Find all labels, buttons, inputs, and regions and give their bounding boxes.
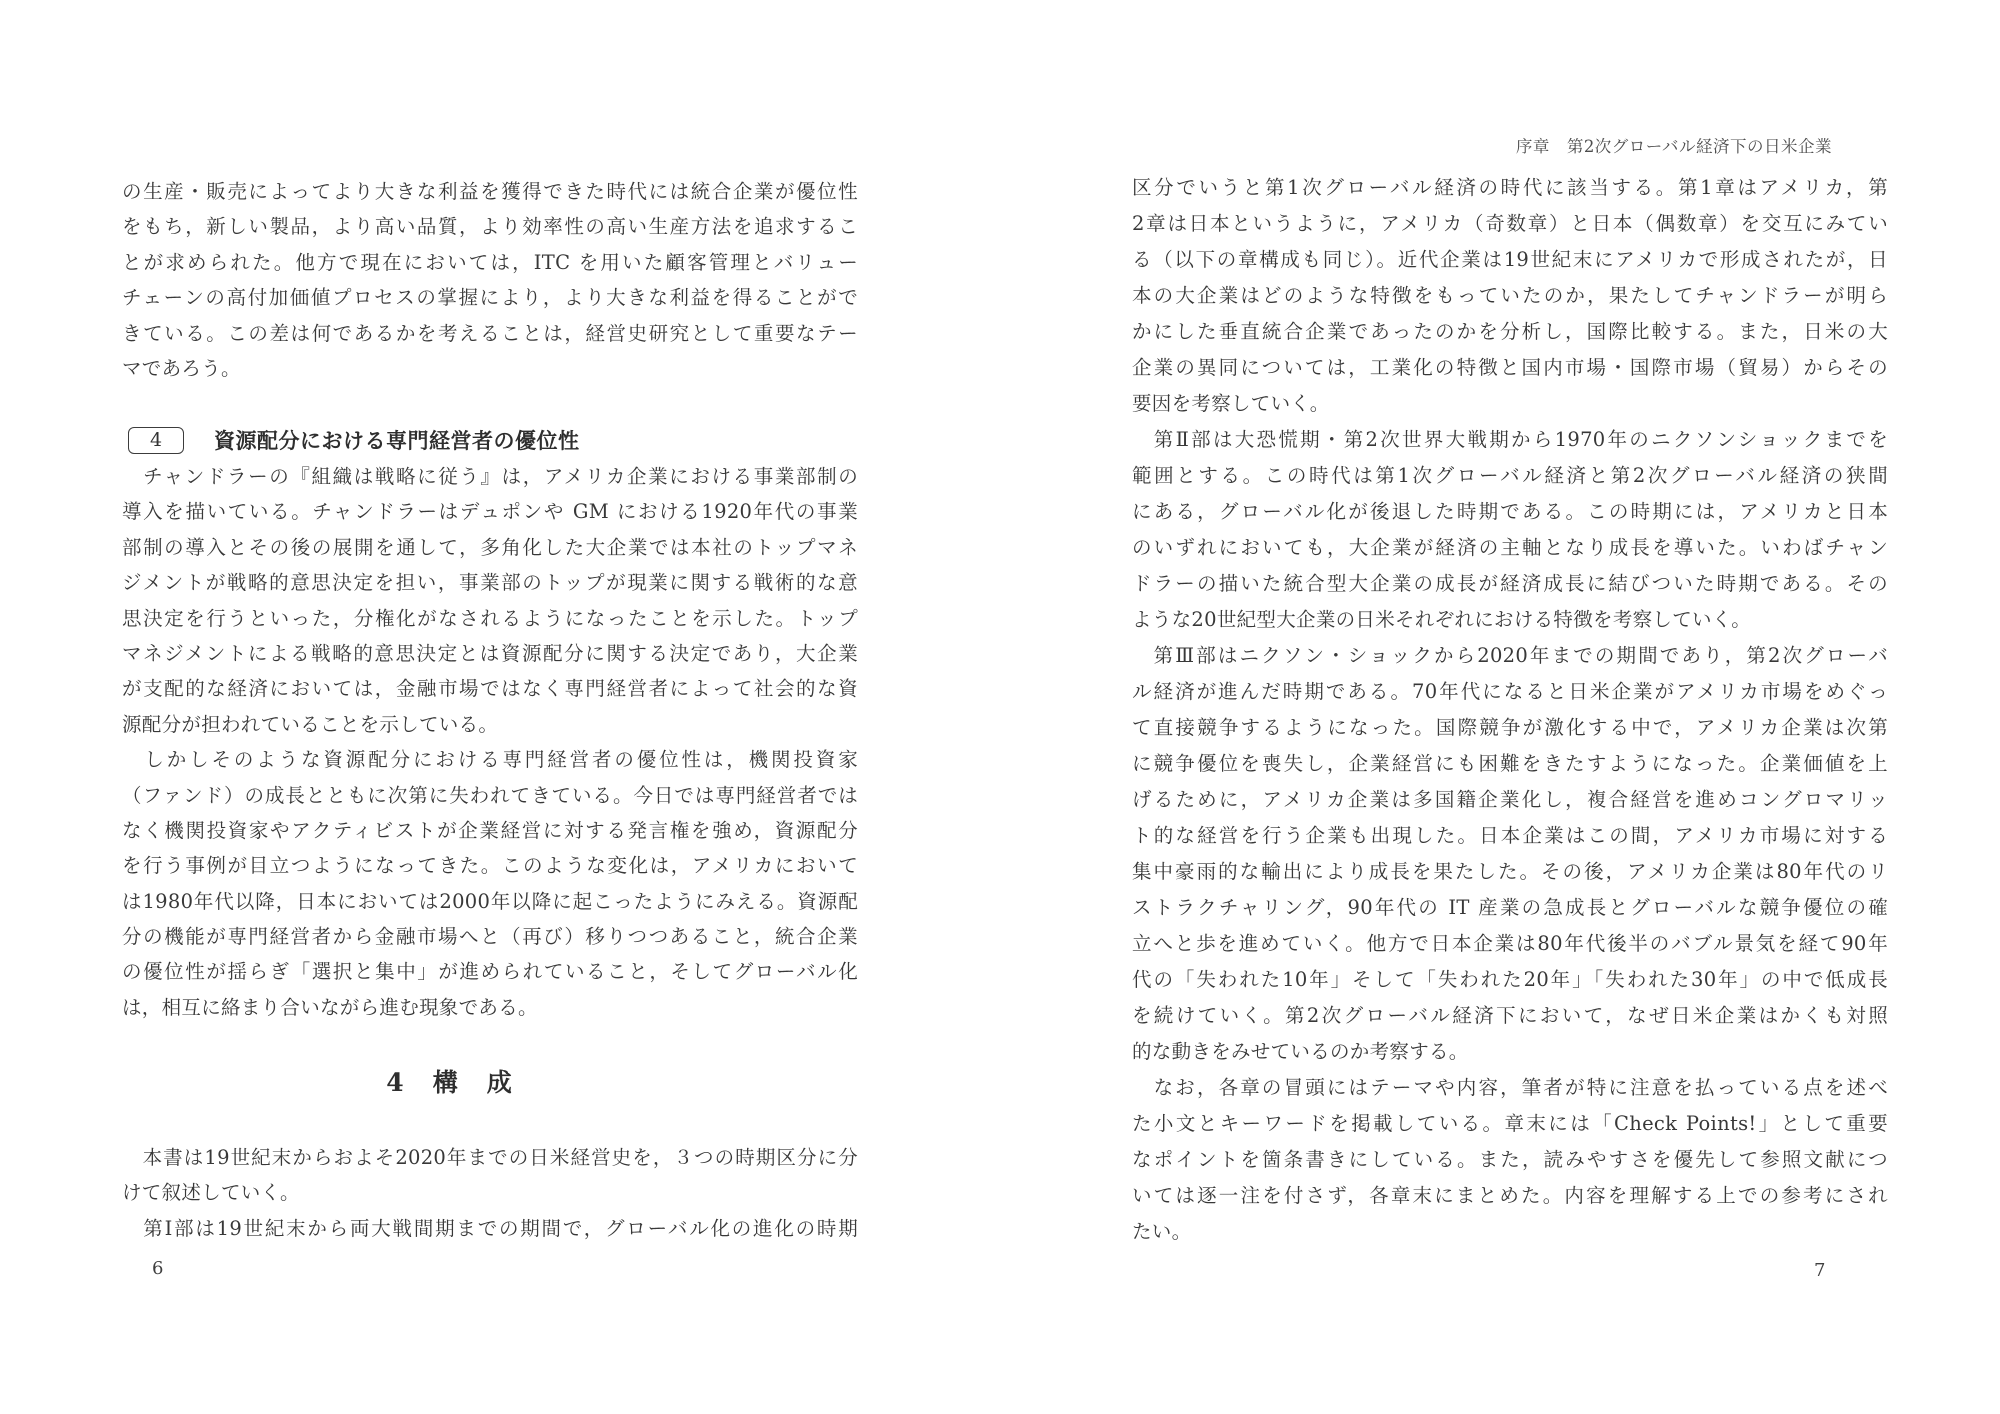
text-line: チェーンの高付加価値プロセスの掌握により，より大きな利益を得ることがで xyxy=(122,286,858,310)
numbered-heading-kousei: 4 構 成 xyxy=(386,1068,514,1097)
text-line: とが求められた。他方で現在においては，ITC を用いた顧客管理とバリュー xyxy=(122,250,858,274)
text-line: げるために，アメリカ企業は多国籍企業化し，複合経営を進めコングロマリッ xyxy=(1132,788,1888,811)
text-line: ストラクチャリング，90年代の IT 産業の急成長とグローバルな競争優位の確 xyxy=(1132,896,1888,919)
text-line: を行う事例が目立つようになってきた。このような変化は，アメリカにおいて xyxy=(122,854,858,878)
text-line: かにした垂直統合企業であったのかを分析し，国際比較する。また，日米の大 xyxy=(1132,320,1888,343)
text-line: る（以下の章構成も同じ）。近代企業は19世紀末にアメリカで形成されたが，日 xyxy=(1132,248,1888,271)
text-line: 2章は日本というように，アメリカ（奇数章）と日本（偶数章）を交互にみてい xyxy=(1132,212,1888,235)
left-closing-paragraphs xyxy=(122,1140,858,1246)
text-line: が支配的な経済においては，金融市場ではなく専門経営者によって社会的な資 xyxy=(122,677,858,701)
text-line: 立へと歩を進めていく。他方で日本企業は80年代後半のバブル景気を経て90年 xyxy=(1132,932,1888,955)
text-line: 集中豪雨的な輸出により成長を果たした。その後，アメリカ企業は80年代のリ xyxy=(1132,860,1888,883)
text-line: 範囲とする。この時代は第1次グローバル経済と第2次グローバル経済の狭間 xyxy=(1132,464,1888,487)
text-line: 思決定を行うといった，分権化がなされるようになったことを示した。トップ xyxy=(122,606,858,630)
text-line: なポイントを箇条書きにしている。また，読みやすさを優先して参照文献につ xyxy=(1132,1148,1888,1171)
text-line: 代の「失われた10年」そして「失われた20年」「失われた30年」の中で低成長 xyxy=(1132,968,1888,991)
left-continuation-paragraph xyxy=(122,174,858,386)
text-line: た小文とキーワードを掲載している。章末には「Check Points!」として重要 xyxy=(1132,1112,1888,1135)
text-line: たい。 xyxy=(1132,1220,1192,1243)
text-line: 本の大企業はどのような特徴をもっていたのか，果たしてチャンドラーが明ら xyxy=(1132,284,1888,307)
text-line: 分の機能が専門経営者から金融市場へと（再び）移りつつあること，統合企業 xyxy=(122,925,858,949)
section-heading xyxy=(128,424,848,456)
text-line: 第Ⅱ部は大恐慌期・第2次世界大戦期から1970年のニクソンショックまでを xyxy=(1132,428,1888,451)
text-line: は1980年代以降，日本においては2000年以降に起こったようにみえる。資源配 xyxy=(122,889,858,913)
right-page xyxy=(1000,0,2000,1414)
text-line: の生産・販売によってより大きな利益を獲得できた時代には統合企業が優位性 xyxy=(122,180,858,203)
text-line: 源配分が担われていることを示している。 xyxy=(122,712,499,736)
section-number-box xyxy=(128,427,184,454)
text-line: の優位性が揺らぎ「選択と集中」が進められていること，そしてグローバル化 xyxy=(122,960,858,984)
text-line: なく機関投資家やアクティビストが企業経営に対する発言権を強め，資源配分 xyxy=(122,818,858,842)
text-line: にある，グローバル化が後退した時期である。この時期には，アメリカと日本 xyxy=(1132,500,1888,523)
text-line: チャンドラーの『組織は戦略に従う』は，アメリカ企業における事業部制の xyxy=(122,465,858,488)
text-line: 第Ⅲ部はニクソン・ショックから2020年までの期間であり，第2次グローバ xyxy=(1132,644,1888,667)
text-line: ト的な経営を行う企業も出現した。日本企業はこの間，アメリカ市場に対する xyxy=(1132,824,1888,847)
text-line: に競争優位を喪失し，企業経営にも困難をきたすようになった。企業価値を上 xyxy=(1132,752,1888,775)
text-line: ような20世紀型大企業の日米それぞれにおける特徴を考察していく。 xyxy=(1132,608,1752,631)
text-line: のいずれにおいても，大企業が経済の主軸となり成長を導いた。いわばチャン xyxy=(1132,536,1888,559)
text-line: けて叙述していく。 xyxy=(122,1181,300,1205)
text-line: 部制の導入とその後の展開を通して，多角化した大企業では本社のトップマネ xyxy=(122,535,858,559)
text-line: なお，各章の冒頭にはテーマや内容，筆者が特に注意を払っている点を述べ xyxy=(1132,1076,1889,1099)
page-number-left: 6 xyxy=(152,1258,164,1279)
text-line: マネジメントによる戦略的意思決定とは資源配分に関する決定であり，大企業 xyxy=(122,641,858,665)
text-line: は，相互に絡まり合いながら進む現象である。 xyxy=(122,995,538,1019)
text-line: （ファンド）の成長とともに次第に失われてきている。今日では専門経営者では xyxy=(122,783,858,807)
text-line: ル経済が進んだ時期である。70年代になると日米企業がアメリカ市場をめぐっ xyxy=(1132,680,1888,703)
running-head: 序章 第2次グローバル経済下の日米企業 xyxy=(1515,137,1832,156)
text-line: しかしそのような資源配分における専門経営者の優位性は，機関投資家 xyxy=(122,748,858,772)
text-line: ドラーの描いた統合型大企業の成長が経済成長に結びついた時期である。その xyxy=(1132,572,1888,595)
right-body-paragraphs xyxy=(1132,170,1888,1250)
text-line: て直接競争するようになった。国際競争が激化する中で，アメリカ企業は次第 xyxy=(1132,716,1888,739)
text-line: きている。この差は何であるかを考えることは，経営史研究として重要なテー xyxy=(122,321,858,345)
text-line: 企業の異同については，工業化の特徴と国内市場・国際市場（貿易）からその xyxy=(1132,356,1888,379)
section-number: 4 xyxy=(149,429,163,451)
text-line: 的な動きをみせているのか考察する。 xyxy=(1132,1040,1469,1063)
page-number-right: 7 xyxy=(1814,1260,1826,1281)
text-line: いては逐一注を付さず，各章末にまとめた。内容を理解する上での参考にされ xyxy=(1132,1184,1888,1207)
text-line: ジメントが戦略的意思決定を担い，事業部のトップが現業に関する戦術的な意 xyxy=(122,571,858,595)
text-line: 要因を考察していく。 xyxy=(1132,392,1330,415)
text-line: を続けていく。第2次グローバル経済下において，なぜ日米企業はかくも対照 xyxy=(1132,1004,1888,1027)
text-line: をもち，新しい製品，より高い品質，より効率性の高い生産方法を追求するこ xyxy=(122,215,859,239)
text-line: 導入を描いている。チャンドラーはデュポンや GM における1920年代の事業 xyxy=(122,500,858,524)
text-line: 第Ⅰ部は19世紀末から両大戦間期までの期間で，グローバル化の進化の時期 xyxy=(122,1216,858,1240)
text-line: 本書は19世紀末からおよそ2020年までの日米経営史を，３つの時期区分に分 xyxy=(122,1146,858,1169)
section-title: 資源配分における専門経営者の優位性 xyxy=(214,429,580,453)
left-body-paragraphs xyxy=(122,459,858,1025)
text-line: マであろう。 xyxy=(122,356,241,380)
text-line: 区分でいうと第1次グローバル経済の時代に該当する。第1章はアメリカ，第 xyxy=(1132,176,1888,199)
